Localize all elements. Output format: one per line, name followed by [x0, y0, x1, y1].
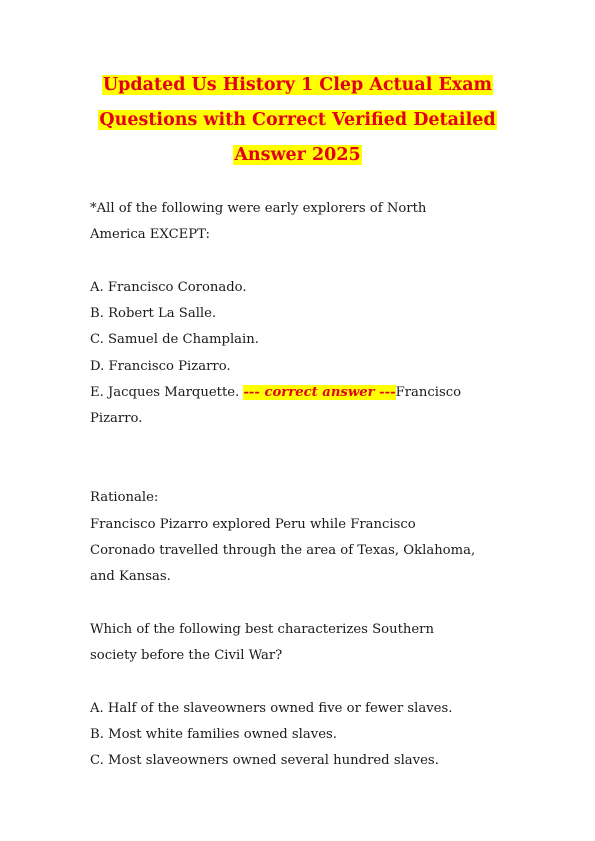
question-1-option-b: B. Robert La Salle. — [90, 306, 217, 322]
title-line-2: Questions with Correct Verified Detailed — [99, 110, 496, 130]
question-2-prompt-line-2: society before the Civil War? — [90, 648, 283, 664]
question-2-option-b: B. Most white families owned slaves. — [90, 726, 337, 742]
spacer — [90, 249, 520, 275]
document-body — [90, 196, 520, 775]
correct-answer-text-line-2: Pizarro. — [90, 411, 143, 427]
spacer — [90, 669, 520, 695]
rationale-heading: Rationale: — [90, 490, 159, 506]
correct-answer-marker — [243, 385, 395, 400]
answer-marker-dashes-left: --- — [243, 385, 260, 401]
rationale-line-2: Coronado travelled through the area of Texas, Oklahoma, — [90, 542, 476, 558]
question-1-option-d: D. Francisco Pizarro. — [90, 358, 231, 374]
question-1-prompt-line-1: *All of the following were early explorers of North — [90, 201, 427, 216]
rationale-line-3: and Kansas. — [90, 569, 171, 585]
question-1-option-e-line — [90, 380, 520, 406]
question-2-option-a: A. Half of the slaveowners owned five or fewer slaves. — [90, 700, 453, 716]
question-1-option-a: A. Francisco Coronado. — [90, 279, 247, 295]
question-1-prompt-line-2: America EXCEPT: — [90, 227, 210, 243]
title-line-3: Answer 2025 — [234, 145, 361, 165]
document-title — [40, 68, 555, 173]
question-2-prompt-line-1: Which of the following best characterizes Southern — [90, 621, 434, 637]
question-2-option-c: C. Most slaveowners owned several hundred slaves. — [90, 753, 439, 769]
spacer — [90, 459, 520, 485]
spacer — [90, 590, 520, 616]
question-1-option-c: C. Samuel de Champlain. — [90, 332, 259, 348]
rationale-line-1: Francisco Pizarro explored Peru while Francisco — [90, 516, 416, 532]
title-line-1: Updated Us History 1 Clep Actual Exam — [102, 75, 493, 95]
question-1-option-e: E. Jacques Marquette. — [90, 385, 240, 401]
answer-marker-label: correct answer — [264, 385, 375, 401]
answer-marker-dashes-right: --- — [379, 385, 396, 401]
correct-answer-text-line-1: Francisco — [395, 385, 462, 401]
spacer — [90, 433, 520, 459]
